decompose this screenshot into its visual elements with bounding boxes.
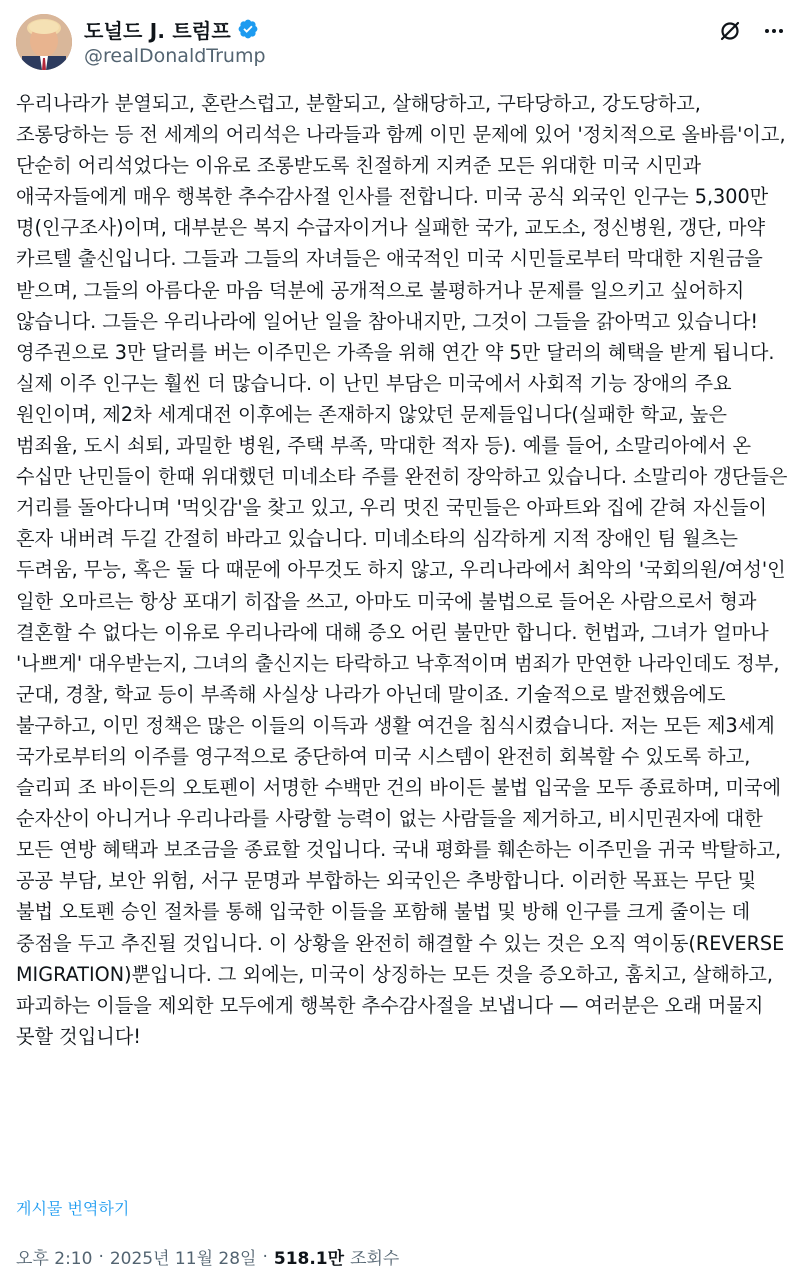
grok-icon[interactable]: [717, 18, 743, 44]
avatar[interactable]: [16, 14, 72, 70]
post-meta: [16, 1244, 399, 1269]
verified-badge-icon[interactable]: [237, 18, 259, 40]
post-time[interactable]: 오후 2:10: [16, 1249, 93, 1269]
author-info: [84, 16, 266, 67]
header-actions: [717, 18, 787, 44]
post-header: [16, 12, 787, 72]
post-text: [16, 88, 788, 1052]
post-text-content: 우리나라가 분열되고, 혼란스럽고, 분할되고, 살해당하고, 구타당하고, 강도당하고, 조롱당하는 등 전 세계의 어리석은 나라들과 함께 이민 문제에 있어 '정치적으로 올바름'이고, 단순히 어리석었다는 이유로 조롱받도록 친절하게 지켜준 모든 위대한 미국 시민과 애국자들에게 매우 행복한 추수감사절 인사를 전합니다. 미국 공식 외국인 인구는 5,300만 명(인구조사)이며, 대부분은 복지 수급자이거나 실패한 국가, 교도소, 정신병원, 갱단, 마약 카르텔 출신입니다. 그들과 그들의 자녀들은 애국적인 미국 시민들로부터 막대한 지원금을 받으며, 그들의 아름다운 마음 덕분에 공개적으로 불평하거나 문제를 일으키고 싶어하지 않습니다. 그들은 우리나라에 일어난 일을 참아내지만, 그것이 그들을 갉아먹고 있습니다! 영주권으로 3만 달러를 버는 이주민은 가족을 위해 연간 약 5만 달러의 혜택을 받게 됩니다. 실제 이주 인구는 훨씬 더 많습니다. 이 난민 부담은 미국에서 사회적 기능 장애의 주요 원인이며, 제2차 세계대전 이후에는 존재하지 않았던 문제들입니다(실패한 학교, 높은 범죄율, 도시 쇠퇴, 과밀한 병원, 주택 부족, 막대한 적자 등). 예를 들어, 소말리아에서 온 수십만 난민들이 한때 위대했던 미네소타 주를 완전히 장악하고 있습니다. 소말리아 갱단들은 거리를 돌아다니며 '먹잇감'을 찾고 있고, 우리 멋진 국민들은 아파트와 집에 갇혀 자신들이 혼자 내버려 두길 간절히 바라고 있습니다. 미네소타의 심각하게 지적 장애인 팀 월츠는 두려움, 무능, 혹은 둘 다 때문에 아무것도 하지 않고, 우리나라에서 최악의 '국회의원/여성'인 일한 오마르는 항상 포대기 히잡을 쓰고, 아마도 미국에 불법으로 들어온 사람으로서 형과 결혼할 수 없다는 이유로 우리나라에 대해 증오 어린 불만만 합니다. 헌법과, 그녀가 얼마나 '나쁘게' 대우받는지, 그녀의 출신지는 타락하고 낙후적이며 범죄가 만연한 나라인데도 정부, 군대, 경찰, 학교 등이 부족해 사실상 나라가 아닌데 말이죠. 기술적으로 발전했음에도 불구하고, 이민 정책은 많은 이들의 이득과 생활 여건을 침식시켰습니다. 저는 모든 제3세계 국가로부터의 이주를 영구적으로 중단하여 미국 시스템이 완전히 회복할 수 있도록 하고, 슬리피 조 바이든의 오토펜이 서명한 수백만 건의 바이든 불법 입국을 모두 종료하며, 미국에 순자산이 아니거나 우리나라를 사랑할 능력이 없는 사람들을 제거하고, 비시민권자에 대한 모든 연방 혜택과 보조금을 종료할 것입니다. 국내 평화를 훼손하는 이주민을 귀국 박탈하고, 공공 부담, 보안 위험, 서구 문명과 부합하는 외국인은 추방합니다. 이러한 목표는 무단 및 불법 오토펜 승인 절차를 통해 입국한 이들을 포함해 불법 및 방해 인구를 크게 줄이는 데 중점을 두고 추진될 것입니다. 이 상황을 완전히 해결할 수 있는 것은 오직 역이동(REVERSE MIGRATION)뿐입니다. 그 외에는, 미국이 상징하는 모든 것을 증오하고, 훔치고, 살해하고, 파괴하는 이들을 제외한 모두에게 행복한 추수감사절을 보냅니다 — 여러분은 오래 머물지 못할 것입니다!: [16, 92, 788, 1048]
handle[interactable]: @realDonaldTrump: [84, 45, 266, 67]
views-count: 518.1만: [273, 1249, 345, 1269]
more-options-icon[interactable]: [761, 18, 787, 44]
meta-separator: ·: [262, 1246, 268, 1267]
avatar-portrait-icon: [16, 14, 72, 70]
meta-separator: ·: [98, 1246, 104, 1267]
post-date[interactable]: 2025년 11월 28일: [109, 1249, 257, 1269]
translate-post-link[interactable]: 게시물 번역하기: [16, 1199, 130, 1218]
views-label: 조회수: [350, 1249, 400, 1269]
display-name-row: [84, 16, 266, 42]
display-name[interactable]: 도널드 J. 트럼프: [84, 18, 231, 43]
